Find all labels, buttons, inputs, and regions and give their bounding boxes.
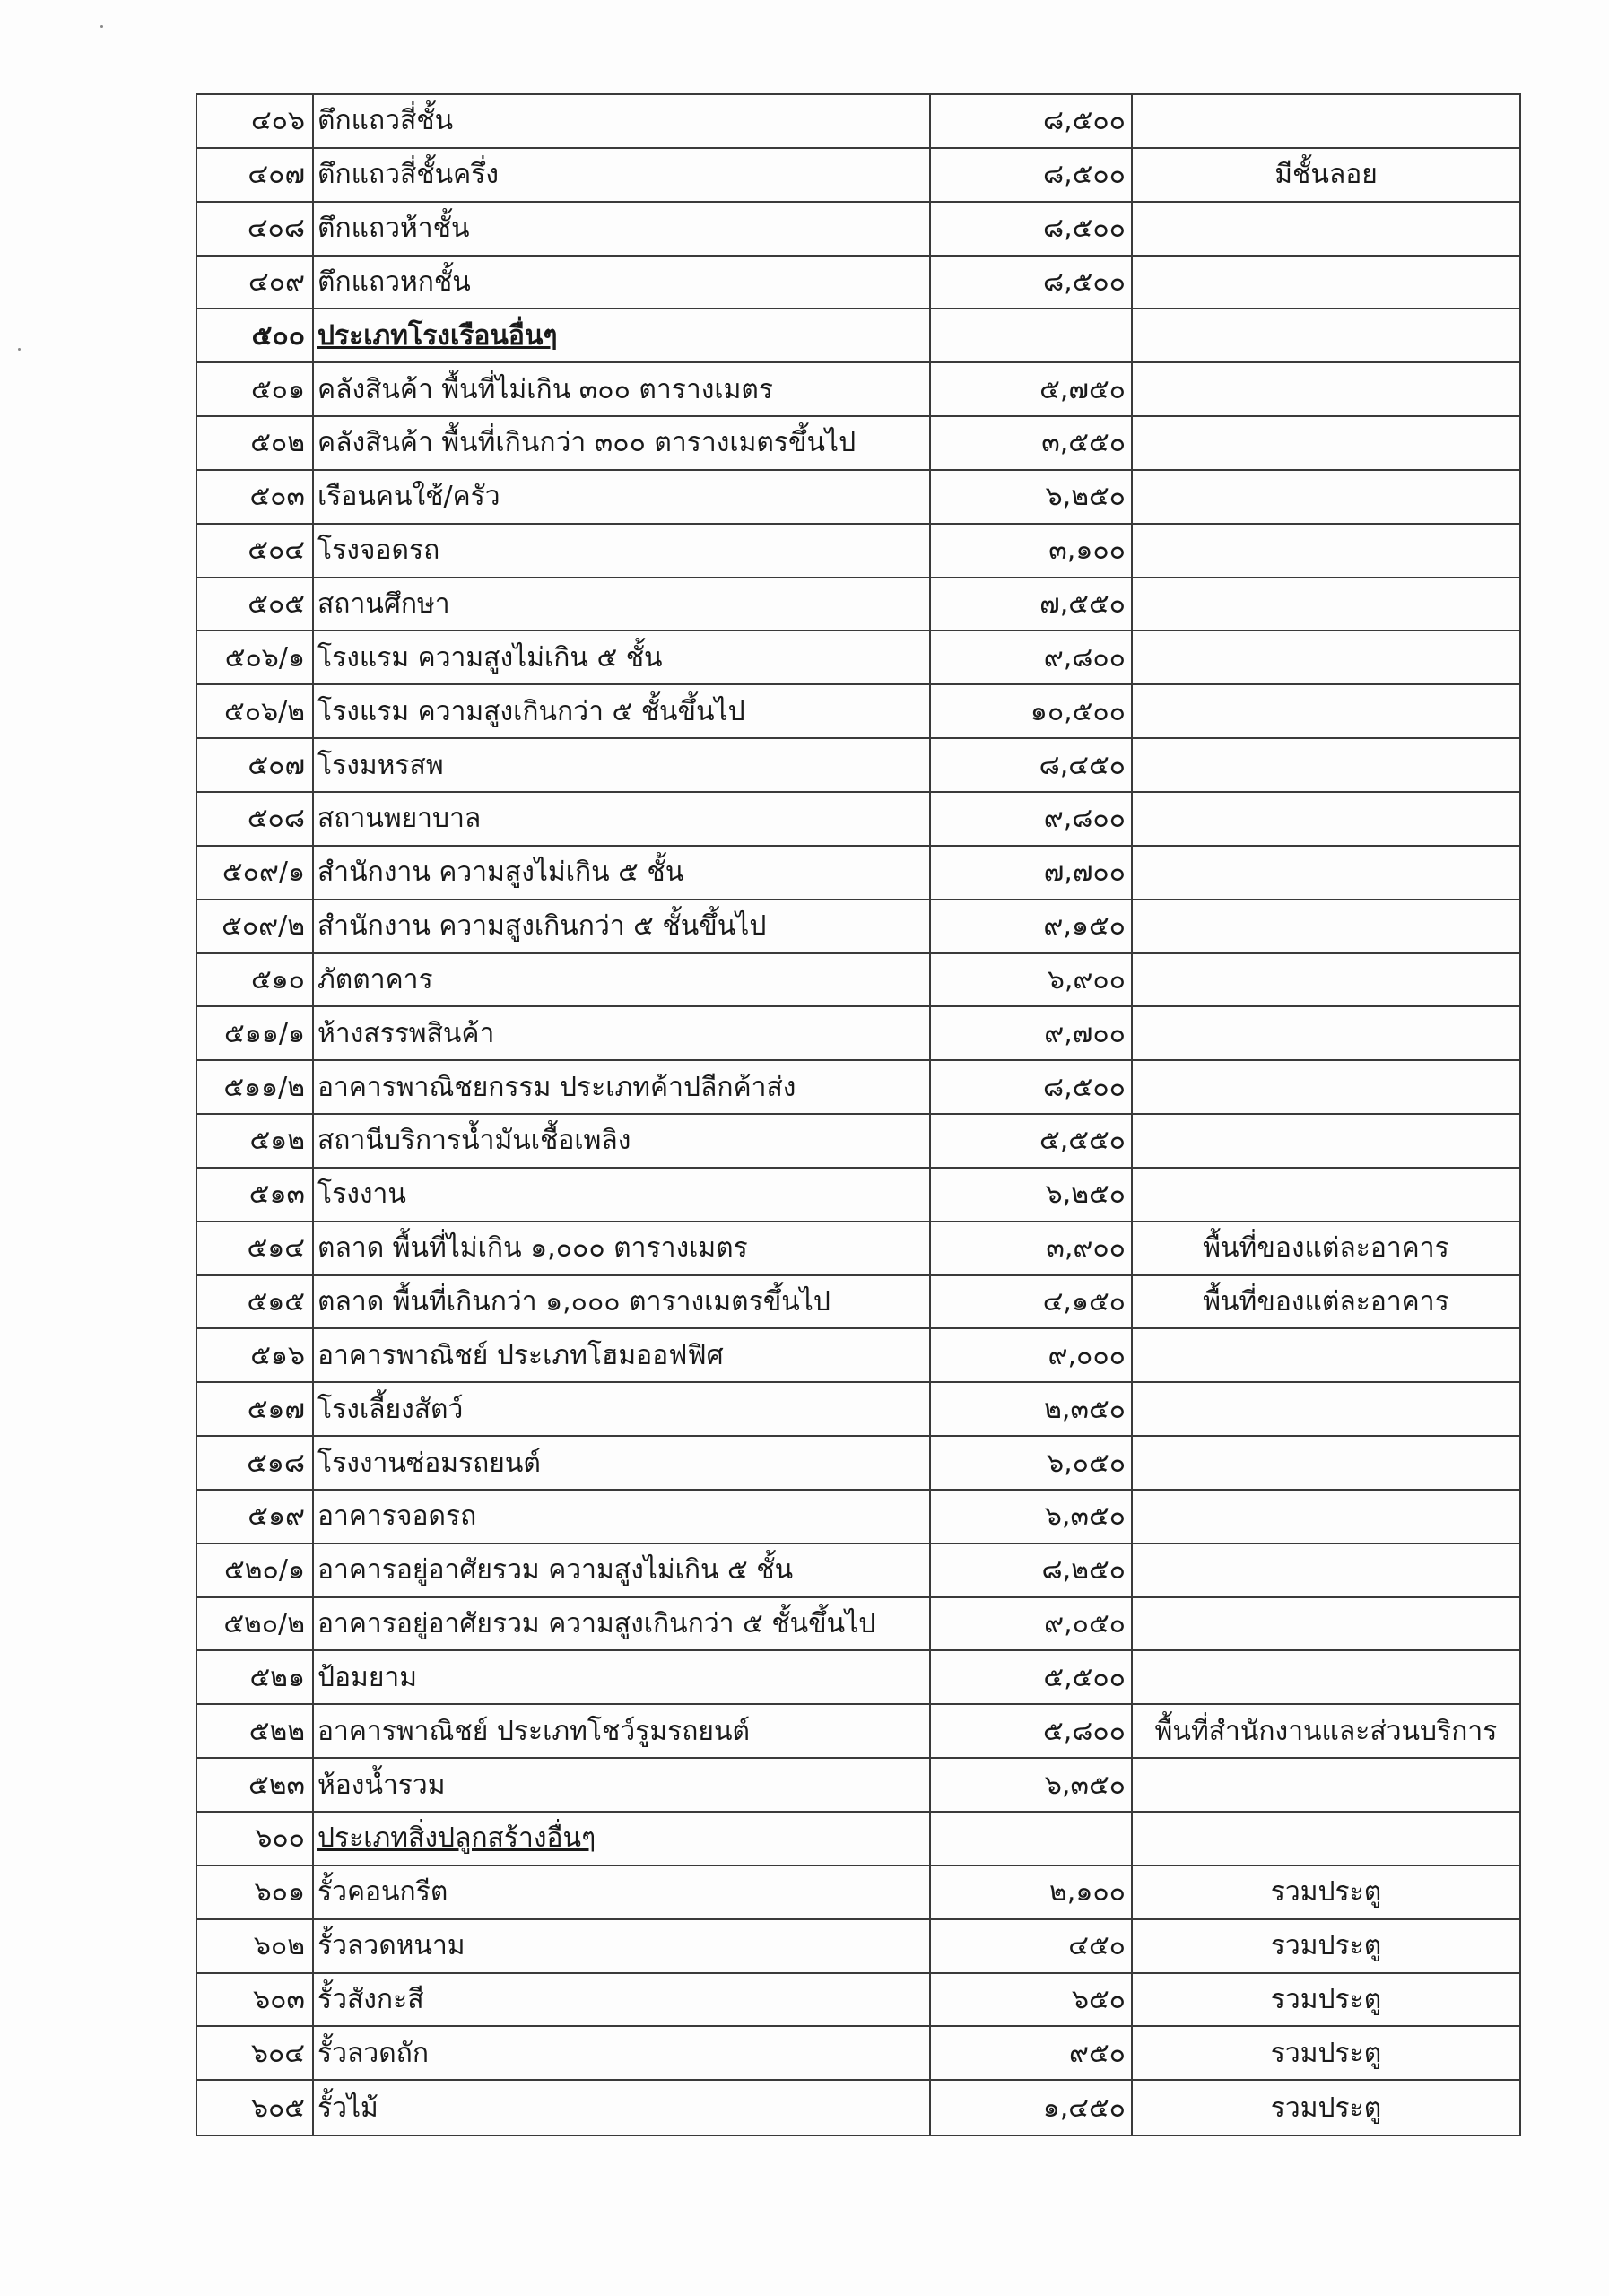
- row-name: สถานพยาบาล: [314, 793, 931, 845]
- row-note: รวมประตู: [1270, 1876, 1382, 1909]
- row-code: ๖๐๐: [197, 1813, 314, 1865]
- table-row: [197, 1115, 1519, 1169]
- row-price: ๒,๑๐๐: [931, 1866, 1133, 1918]
- row-price: ๕,๕๐๐: [931, 1651, 1133, 1703]
- row-price: ๙,๘๐๐: [931, 631, 1133, 683]
- table-row: [197, 1866, 1519, 1920]
- row-note: [1133, 1759, 1519, 1811]
- row-price: ๙,๐๐๐: [931, 1329, 1133, 1381]
- row-note: [1133, 739, 1519, 791]
- row-code: ๕๐๔: [197, 525, 314, 577]
- row-code: ๔๐๘: [197, 203, 314, 255]
- row-price: ๓,๙๐๐: [931, 1222, 1133, 1274]
- table-row: [197, 149, 1519, 203]
- row-code: ๔๐๙: [197, 257, 314, 309]
- price-table: [196, 93, 1521, 2136]
- table-row: [197, 1920, 1519, 1974]
- row-name: รั้วลวดถัก: [314, 2027, 931, 2079]
- table-row: [197, 1061, 1519, 1115]
- row-note: [1133, 578, 1519, 631]
- row-price: ๓,๕๕๐: [931, 417, 1133, 469]
- row-note: [1133, 257, 1519, 309]
- row-price: ๘,๕๐๐: [931, 95, 1133, 147]
- row-name: อาคารอยู่อาศัยรวม ความสูงเกินกว่า ๕ ชั้นขึ้นไป: [314, 1598, 931, 1650]
- table-row: [197, 1974, 1519, 2028]
- row-price: ๓,๑๐๐: [931, 525, 1133, 577]
- row-name: ตึกแถวสี่ชั้น: [314, 95, 931, 147]
- row-price: ๖,๓๕๐: [931, 1759, 1133, 1811]
- row-code: ๕๒๐/๒: [197, 1598, 314, 1650]
- row-price: ๖,๓๕๐: [931, 1491, 1133, 1543]
- row-code: ๕๑๗: [197, 1383, 314, 1435]
- row-code: ๕๒๐/๑: [197, 1544, 314, 1596]
- row-name: รั้วสังกะสี: [314, 1974, 931, 2026]
- row-code: ๕๐๑: [197, 363, 314, 415]
- row-price: ๖๕๐: [931, 1974, 1133, 2026]
- row-name: โรงงาน: [314, 1169, 931, 1221]
- table-row: [197, 1169, 1519, 1222]
- table-row: [197, 954, 1519, 1008]
- row-note: [1133, 1169, 1519, 1221]
- row-code: ๕๑๔: [197, 1222, 314, 1274]
- row-name: ป้อมยาม: [314, 1651, 931, 1703]
- table-row: [197, 525, 1519, 578]
- row-price: ๕,๗๕๐: [931, 363, 1133, 415]
- section-row: [197, 309, 1519, 363]
- row-name: สำนักงาน ความสูงไม่เกิน ๕ ชั้น: [314, 847, 931, 899]
- table-row: [197, 1544, 1519, 1598]
- row-price: [931, 1813, 1133, 1865]
- row-name: โรงเลี้ยงสัตว์: [314, 1383, 931, 1435]
- row-name: รั้วไม้: [314, 2081, 931, 2135]
- row-code: ๕๒๓: [197, 1759, 314, 1811]
- row-name: รั้วคอนกรีต: [314, 1866, 931, 1918]
- row-name: โรงแรม ความสูงไม่เกิน ๕ ชั้น: [314, 631, 931, 683]
- table-row: [197, 1383, 1519, 1437]
- row-price: ๙,๗๐๐: [931, 1007, 1133, 1059]
- row-price: ๘,๕๐๐: [931, 203, 1133, 255]
- row-note: [1133, 1598, 1519, 1650]
- row-note: [1133, 1329, 1519, 1381]
- row-note: [1133, 793, 1519, 845]
- row-name: สำนักงาน ความสูงเกินกว่า ๕ ชั้นขึ้นไป: [314, 900, 931, 952]
- row-code: ๖๐๔: [197, 2027, 314, 2079]
- row-note: [1133, 631, 1519, 683]
- row-code: ๕๑๖: [197, 1329, 314, 1381]
- row-name: อาคารพาณิชยกรรม ประเภทค้าปลีกค้าส่ง: [314, 1061, 931, 1113]
- row-price: ๘,๔๕๐: [931, 739, 1133, 791]
- row-price: ๑,๔๕๐: [931, 2081, 1133, 2135]
- row-note: [1133, 1813, 1519, 1865]
- table-row: [197, 95, 1519, 149]
- row-name: ตลาด พื้นที่เกินกว่า ๑,๐๐๐ ตารางเมตรขึ้นไป: [314, 1276, 931, 1328]
- row-note: [1133, 847, 1519, 899]
- row-price: ๑๐,๕๐๐: [931, 685, 1133, 737]
- row-name: ตึกแถวสี่ชั้นครึ่ง: [314, 149, 931, 201]
- row-code: ๕๐๐: [197, 309, 314, 361]
- row-note: [1133, 1491, 1519, 1543]
- row-code: ๔๐๖: [197, 95, 314, 147]
- row-code: ๕๑๑/๑: [197, 1007, 314, 1059]
- row-code: ๕๑๙: [197, 1491, 314, 1543]
- row-note: [1133, 1115, 1519, 1167]
- table-row: [197, 578, 1519, 632]
- row-name: ห้องน้ำรวม: [314, 1759, 931, 1811]
- row-code: ๕๑๓: [197, 1169, 314, 1221]
- row-name: โรงงานซ่อมรถยนต์: [314, 1437, 931, 1489]
- row-note: รวมประตู: [1270, 1983, 1382, 2015]
- row-price: ๖,๒๕๐: [931, 471, 1133, 523]
- section-row: [197, 1813, 1519, 1866]
- table-row: [197, 631, 1519, 685]
- row-name: ตลาด พื้นที่ไม่เกิน ๑,๐๐๐ ตารางเมตร: [314, 1222, 931, 1274]
- row-note: [1133, 525, 1519, 577]
- table-row: [197, 739, 1519, 793]
- table-row: [197, 1437, 1519, 1491]
- row-name: ตึกแถวห้าชั้น: [314, 203, 931, 255]
- row-note: [1133, 1061, 1519, 1113]
- row-price: ๔,๑๕๐: [931, 1276, 1133, 1328]
- row-note: [1133, 1651, 1519, 1703]
- table-row: [197, 2081, 1519, 2135]
- row-price: ๘,๕๐๐: [931, 257, 1133, 309]
- table-row: [197, 1598, 1519, 1652]
- row-note: [1133, 1007, 1519, 1059]
- row-code: ๖๐๓: [197, 1974, 314, 2026]
- row-name: อาคารพาณิชย์ ประเภทโชว์รูมรถยนต์: [314, 1705, 931, 1757]
- row-note: [1133, 309, 1519, 361]
- row-name: เรือนคนใช้/ครัว: [314, 471, 931, 523]
- row-name: โรงมหรสพ: [314, 739, 931, 791]
- scan-speck: [100, 25, 103, 28]
- table-row: [197, 847, 1519, 900]
- table-row: [197, 417, 1519, 471]
- row-note: [1133, 954, 1519, 1006]
- row-note: มีชั้นลอย: [1274, 159, 1378, 191]
- row-note: พื้นที่สำนักงานและส่วนบริการ: [1154, 1715, 1498, 1747]
- table-row: [197, 1651, 1519, 1705]
- row-price: ๗,๕๕๐: [931, 578, 1133, 631]
- row-code: ๕๐๓: [197, 471, 314, 523]
- row-note: [1133, 1544, 1519, 1596]
- row-price: ๘,๕๐๐: [931, 1061, 1133, 1113]
- row-code: ๕๑๑/๒: [197, 1061, 314, 1113]
- row-code: ๕๑๐: [197, 954, 314, 1006]
- row-price: ๔๕๐: [931, 1920, 1133, 1972]
- table-row: [197, 1276, 1519, 1330]
- row-code: ๕๑๘: [197, 1437, 314, 1489]
- table-row: [197, 1705, 1519, 1759]
- row-name: สถานีบริการน้ำมันเชื้อเพลิง: [314, 1115, 931, 1167]
- row-code: ๕๒๑: [197, 1651, 314, 1703]
- row-code: ๔๐๗: [197, 149, 314, 201]
- table-row: [197, 1222, 1519, 1276]
- row-name: อาคารจอดรถ: [314, 1491, 931, 1543]
- row-price: ๖,๐๕๐: [931, 1437, 1133, 1489]
- row-note: [1133, 95, 1519, 147]
- row-name: รั้วลวดหนาม: [314, 1920, 931, 1972]
- row-code: ๕๒๒: [197, 1705, 314, 1757]
- row-name: ประเภทสิ่งปลูกสร้างอื่นๆ: [314, 1813, 931, 1865]
- row-note: [1133, 417, 1519, 469]
- row-note: รวมประตู: [1270, 2037, 1382, 2069]
- row-price: ๖,๙๐๐: [931, 954, 1133, 1006]
- row-price: ๘,๕๐๐: [931, 149, 1133, 201]
- row-code: ๕๐๕: [197, 578, 314, 631]
- row-name: คลังสินค้า พื้นที่ไม่เกิน ๓๐๐ ตารางเมตร: [314, 363, 931, 415]
- row-price: [931, 309, 1133, 361]
- row-name: อาคารพาณิชย์ ประเภทโฮมออฟฟิศ: [314, 1329, 931, 1381]
- table-row: [197, 900, 1519, 954]
- row-price: ๙,๑๕๐: [931, 900, 1133, 952]
- row-name: โรงแรม ความสูงเกินกว่า ๕ ชั้นขึ้นไป: [314, 685, 931, 737]
- row-name: อาคารอยู่อาศัยรวม ความสูงไม่เกิน ๕ ชั้น: [314, 1544, 931, 1596]
- table-row: [197, 2027, 1519, 2081]
- row-note: รวมประตู: [1270, 1930, 1382, 1962]
- row-note: [1133, 1437, 1519, 1489]
- row-note: [1133, 900, 1519, 952]
- row-code: ๖๐๕: [197, 2081, 314, 2135]
- row-code: ๕๐๖/๒: [197, 685, 314, 737]
- row-note: [1133, 685, 1519, 737]
- row-name: โรงจอดรถ: [314, 525, 931, 577]
- row-name: ประเภทโรงเรือนอื่นๆ: [314, 309, 931, 361]
- row-code: ๕๐๙/๒: [197, 900, 314, 952]
- row-code: ๕๐๖/๑: [197, 631, 314, 683]
- row-name: คลังสินค้า พื้นที่เกินกว่า ๓๐๐ ตารางเมตรขึ้นไป: [314, 417, 931, 469]
- row-note: [1133, 363, 1519, 415]
- row-note: พื้นที่ของแต่ละอาคาร: [1203, 1285, 1449, 1318]
- row-code: ๕๐๗: [197, 739, 314, 791]
- table-row: [197, 471, 1519, 525]
- row-code: ๕๐๒: [197, 417, 314, 469]
- row-price: ๒,๓๕๐: [931, 1383, 1133, 1435]
- row-price: ๖,๒๕๐: [931, 1169, 1133, 1221]
- row-code: ๕๐๘: [197, 793, 314, 845]
- row-price: ๙,๘๐๐: [931, 793, 1133, 845]
- table-row: [197, 1007, 1519, 1061]
- row-note: [1133, 203, 1519, 255]
- row-price: ๘,๒๕๐: [931, 1544, 1133, 1596]
- table-row: [197, 1759, 1519, 1813]
- scan-speck: [18, 348, 21, 351]
- row-name: ตึกแถวหกชั้น: [314, 257, 931, 309]
- row-code: ๕๑๒: [197, 1115, 314, 1167]
- row-note: [1133, 471, 1519, 523]
- row-price: ๕,๘๐๐: [931, 1705, 1133, 1757]
- row-name: ภัตตาคาร: [314, 954, 931, 1006]
- row-code: ๖๐๒: [197, 1920, 314, 1972]
- row-note: รวมประตู: [1270, 2092, 1382, 2124]
- table-row: [197, 203, 1519, 257]
- row-code: ๖๐๑: [197, 1866, 314, 1918]
- row-note: [1133, 1383, 1519, 1435]
- row-name: สถานศึกษา: [314, 578, 931, 631]
- row-price: ๙,๐๕๐: [931, 1598, 1133, 1650]
- table-row: [197, 1491, 1519, 1544]
- row-name: ห้างสรรพสินค้า: [314, 1007, 931, 1059]
- row-note: พื้นที่ของแต่ละอาคาร: [1203, 1232, 1449, 1265]
- table-row: [197, 257, 1519, 310]
- row-code: ๕๑๕: [197, 1276, 314, 1328]
- table-row: [197, 685, 1519, 739]
- table-row: [197, 793, 1519, 847]
- row-code: ๕๐๙/๑: [197, 847, 314, 899]
- table-row: [197, 1329, 1519, 1383]
- row-price: ๕,๕๕๐: [931, 1115, 1133, 1167]
- table-row: [197, 363, 1519, 417]
- row-price: ๗,๗๐๐: [931, 847, 1133, 899]
- row-price: ๙๕๐: [931, 2027, 1133, 2079]
